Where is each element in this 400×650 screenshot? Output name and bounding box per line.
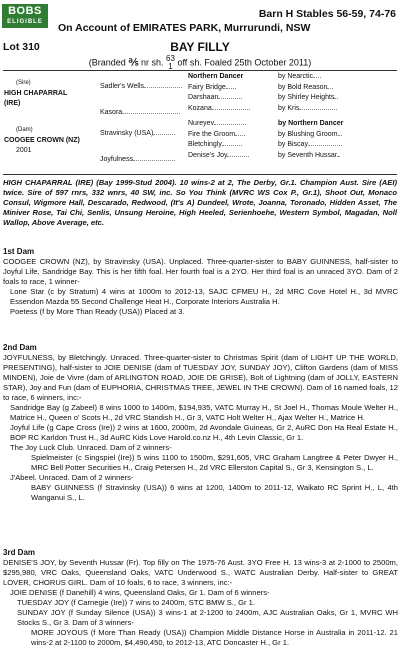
dam-name: COOGEE CROWN (NZ) [4,136,80,144]
second-dam-granddaughter-2: BABY GUINNESS (f Stravinsky (USA)) 6 wins at 1200, 1400m to 2011-12, Waikato RC Sprint H., L, 4th Wanganui S., L. [31,483,398,502]
sire-name-line1: HIGH CHAPARRAL [4,89,68,97]
granddam-1-name: Kasora [100,109,123,116]
grandsire-2-name: Stravinsky (USA) [100,130,154,137]
granddam-2-name: Joyfulness [100,156,134,163]
second-dam-section [3,343,398,503]
ggp-4-sire: by Kris [278,104,337,115]
ggp-2-sire: by Bold Reason [278,83,333,94]
ggp-row-3 [188,93,398,104]
first-dam-section [3,247,398,317]
second-dam-text: JOYFULNESS, by Bletchingly. Unraced. Three-quarter-sister to Christmas Spirit (dam of LIGHT UP THE WORLD, PRESENTING), half-sister to JOIE DENISE (dam of TUESDAY JOY, SUNDAY JOY), Clifton Gardens (dam of MISS MINDEN), Joie de Vivre (dam of ARLINGTON ROAD, JOIE DE GRISE), Bolt of Lightning (dam of JOLLY, EASTERN STAR), Joy and Fun (dam of EUPHORIA, CHRISTMAS TREE, JEWEL IN THE CROWN). Dam of 16 named foals, 12 to race, 6 winners, inc:- [3,353,398,402]
second-dam-foal-1: Sandridge Bay (g Zabeel) 8 wins 1000 to 1400m, $194,935, VATC Murray H., St Joel H., Thomas Moule Welter H., Matrice H., Queen o' Scots H., 2d VRC Standish H., Gr 3, VATC Holt Welter H., Ajax Welter H., Matrice H. [10,403,398,422]
ggp-6-name: Fire the Groom [188,130,236,138]
granddam-2 [100,155,175,166]
first-dam-text: COOGEE CROWN (NZ), by Stravinsky (USA). Unplaced. Three-quarter-sister to BABY GUINNESS, half-sister to Joyful Life, Sandridge Bay. This is her fifth foal. Her fourth foal is a 2YO. Her third foal is an unraced 3YO. Dam of 2 foals to race, 1 winner- [3,257,398,286]
third-dam-grandfoal-1: TUESDAY JOY (f Carnegie (Ire)) 7 wins to 2400m, STC BMW S., Gr 1. [17,598,256,607]
sire-name-line2: (IRE) [4,100,21,107]
brand-number-top: 63 [166,54,175,63]
third-dam-heading: 3rd Dam [3,548,36,557]
granddam-1 [100,108,180,119]
pedigree-top-rule [3,70,397,71]
third-dam-text: DENISE'S JOY, by Seventh Hussar (Fr). Top filly on The 1975-76 Aust. 3YO Free H. 13 wins-3 at 2-1000 to 2500m, $295,980, VRC Oaks, Queensland Oaks, VATC Underwood S., WATC Australian Derby. Half-sister to GREAT LOVER, CHORUS GIRL. Dam of 10 foals, 6 to race, 3 winners, inc:- [3,558,398,587]
ggp-4-name: Kozana [188,104,212,112]
ggp-8-name: Denise's Joy [188,151,228,159]
brand-number-bottom: 1 [168,62,173,71]
ggp-5-sire: by Northern Dancer [278,120,344,127]
great-grandparents [188,72,398,161]
ggp-3-sire: by Shirley Heights [278,93,338,104]
horse-title: BAY FILLY [170,40,230,54]
logo-text: BOBS [8,5,42,17]
pedigree-bottom-rule [3,174,397,175]
ggp-3-name: Darshaan [188,94,219,101]
dam-block [4,125,80,157]
ggp-row-8 [188,151,398,162]
sire-label: (Sire) [16,80,31,86]
ggp-row-4 [188,104,398,115]
dam-year: 2001 [16,147,32,154]
third-dam-grandfoal-2: SUNDAY JOY (f Sunday Silence (USA)) 3 wins-1 at 2-1200 to 2400m, AJC Australian Oaks, Gr 1, MVRC WH Stocks S., Gr 3. Dam of 3 winners- [17,608,398,627]
ggp-row-5 [188,119,398,130]
ggp-row-7 [188,140,398,151]
grandsire-1 [100,82,182,93]
first-dam-foal-2: Poetess (f by More Than Ready (USA)) Placed at 3. [10,307,185,316]
bobs-logo [2,4,48,28]
ggp-row-1 [188,72,398,83]
ggp-7-sire: by Biscay [278,140,342,151]
grandsire-1-name: Sadler's Wells [100,83,144,90]
first-dam-foal-1: Lone Star (c by Stratum) 4 wins at 1000m to 2012-13, SAJC CFMEU H., 2d MRC Cove Hotel H., 3d MVRC Essendon Mazda 55 Second Challenge Heat H., Corporate Interiors Australia H. [10,287,398,306]
brand-suffix: off sh. Foaled 25th October 2011) [177,57,312,68]
brand-prefix: (Branded [88,57,126,68]
brand-line [0,55,400,71]
logo-subtext: ELIGIBLE [7,19,43,25]
ggp-2-name: Fairy Bridge [188,83,226,91]
ggp-1-name: Northern Dancer [188,73,244,80]
ggp-1-sire: by Nearctic [278,72,321,83]
second-dam-foal-3: The Joy Luck Club. Unraced. Dam of 2 winners- [10,443,172,452]
sire-summary: HIGH CHAPARRAL (IRE) (Bay 1999-Stud 2004). 10 wins-2 at 2, The Derby, Gr.1. Champion Aust. Sire (AEI) twice. Sire of 597 rnrs, 332 wnrs, 40 SW, inc. So You Think (MVRC WS Cox P., Gr.1), Shoot Out, Monaco Consul, Wigmore Hall, Descarado, Redwood, (It's A) Dundeel, Wrote, Joanna, Toronado, Hidden Asset, The Miniver Rose, Tai Chi, Senlis, Unsung Heroine, High Heeled, Serienhoehe, Western Symbol, Magadan, Noll Wallop, Above Average, etc. [3,178,397,227]
ggp-6-sire: by Blushing Groom [278,130,342,141]
third-dam-section [3,548,398,648]
third-dam-foal-1: JOIE DENISE (f Danehill) 4 wins, Queensland Oaks, Gr 1. Dam of 6 winners- [10,588,270,597]
sire-block [4,78,67,110]
second-dam-foal-4: J'Abeel. Unraced. Dam of 2 winners- [10,473,134,482]
third-dam-greatgrandfoal-1: MORE JOYOUS (f More Than Ready (USA)) Champion Middle Distance Horse in Australia in 2011-12. 21 wins-2 at 2-1100 to 2000m, $4,490,450, to 2012-13, ATC Doncaster H., Gr 1. [31,628,398,647]
ggp-5-name: Nureyev [188,120,215,127]
second-dam-heading: 2nd Dam [3,343,37,352]
ggp-8-sire: by Seventh Hussar [278,151,338,159]
ggp-row-6 [188,130,398,141]
dam-label: (Dam) [16,127,33,133]
first-dam-heading: 1st Dam [3,247,35,256]
second-dam-granddaughter-1: Spielmeister (c Singspiel (Ire)) 5 wins 1100 to 1500m, $291,605, VRC Graham Langtree & Peter Dwyer H., MRC Bell Potter Securities H., Craig Petersen H., 2d VRC Ellerston Capital S., Gr 3, Kensington S., L. [31,453,398,472]
grandsire-2 [100,129,175,140]
second-dam-foal-2: Joyful Life (g Cape Cross (Ire)) 2 wins at 1600, 2000m, 2d Avondale Guineas, Gr 2, AuRC Don Ha Real Estate H., BOP RC Karldon Trust H., 3d AuRC Kids Love Harold.co.nz H., 4th Levin Classic, Gr 1. [10,423,398,442]
vendor-account: On Account of EMIRATES PARK, Murrurundi, NSW [58,22,311,34]
brand-near-shoulder: nr sh. [141,57,164,68]
brand-number [166,55,175,71]
brand-mark-icon: ℁ [128,57,139,69]
stables-location: Barn H Stables 56-59, 74-76 [258,8,396,20]
ggp-7-name: Bletchingly [188,141,222,148]
ggp-row-2 [188,83,398,94]
lot-number: Lot 310 [3,41,40,53]
